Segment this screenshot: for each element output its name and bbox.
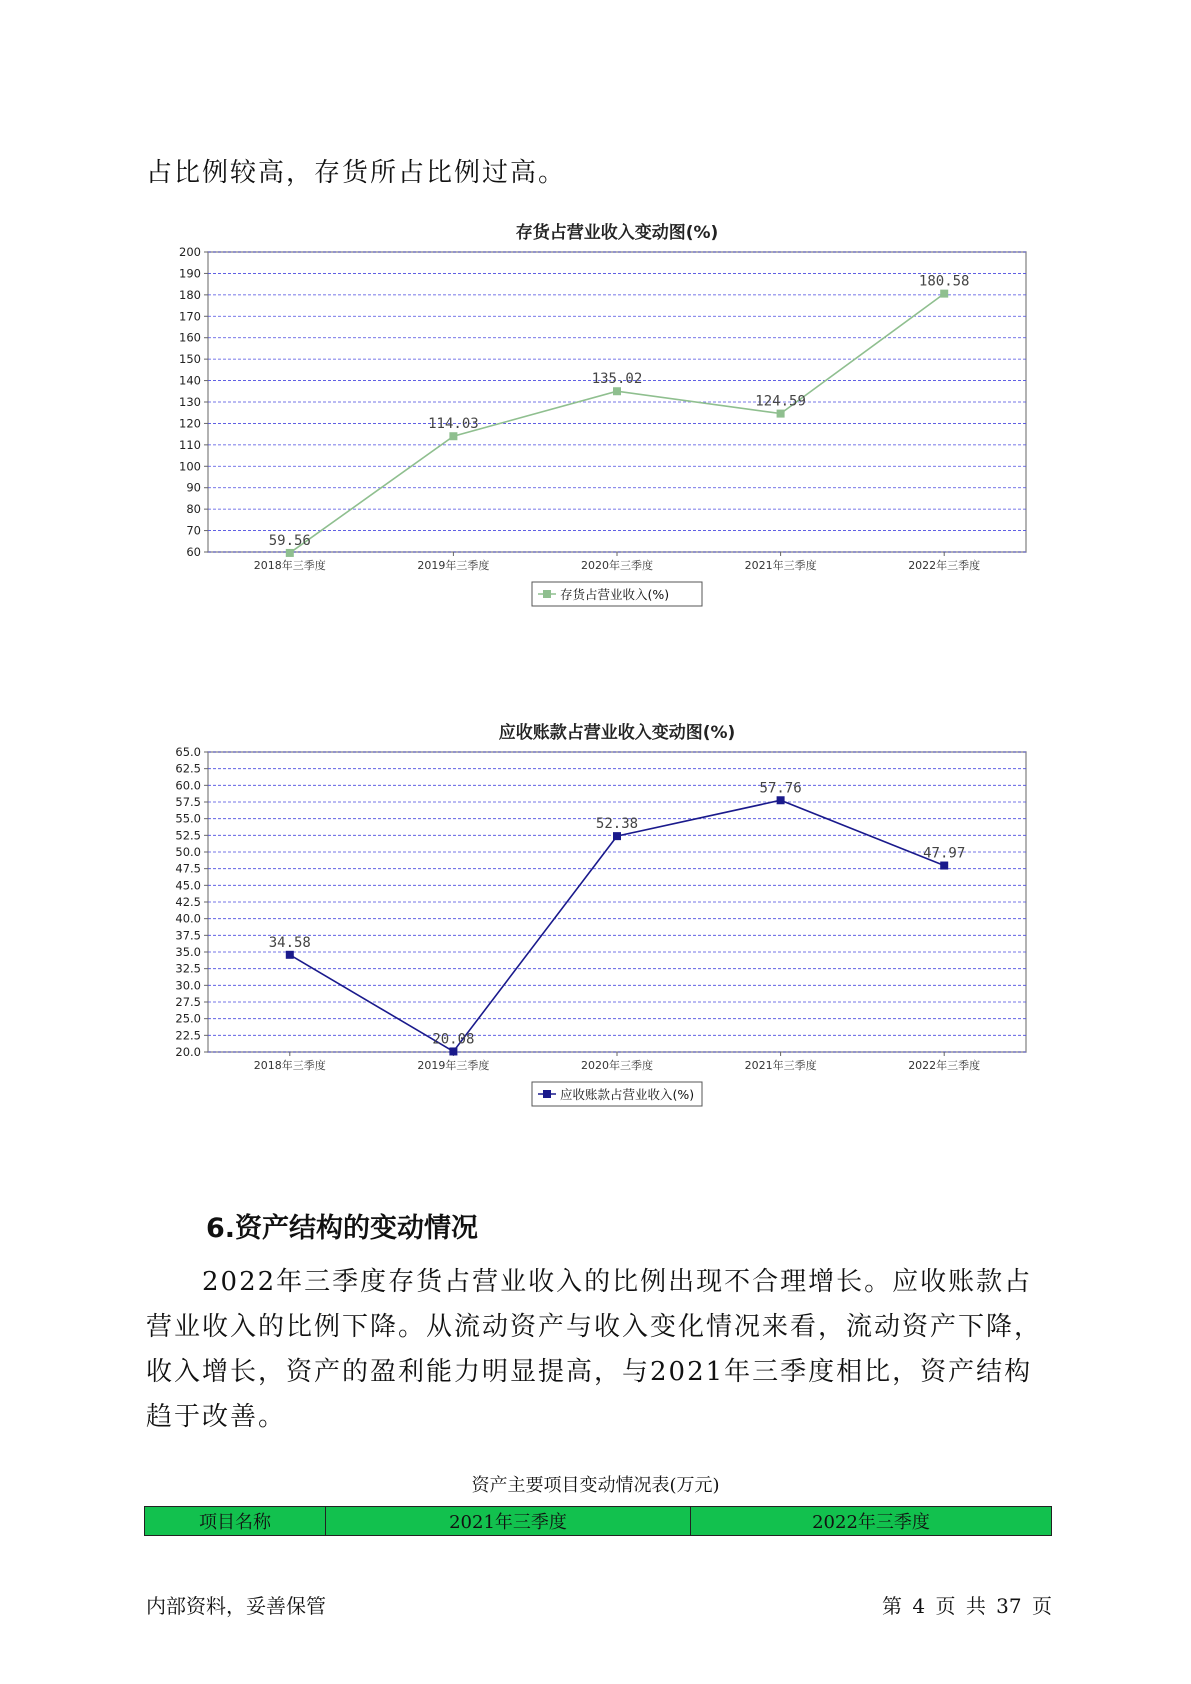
y-tick-label: 190 <box>179 266 201 281</box>
legend-label: 存货占营业收入(%) <box>560 587 670 602</box>
y-tick-label: 150 <box>179 352 201 367</box>
x-tick-label: 2020年三季度 <box>581 559 653 572</box>
data-label: 47.97 <box>923 845 966 862</box>
y-tick-label: 32.5 <box>175 961 201 976</box>
data-point <box>449 432 457 440</box>
y-tick-label: 130 <box>179 395 201 409</box>
y-tick-label: 25.0 <box>175 1011 201 1026</box>
y-tick-label: 170 <box>179 309 201 324</box>
x-tick-label: 2020年三季度 <box>581 1059 653 1072</box>
y-tick-label: 65.0 <box>175 745 201 759</box>
table-header-cell: 2022年三季度 <box>691 1507 1052 1536</box>
y-tick-label: 60 <box>186 545 201 559</box>
inventory-chart <box>146 222 1046 680</box>
y-tick-label: 27.5 <box>175 995 201 1009</box>
y-tick-label: 120 <box>179 416 201 431</box>
y-tick-label: 200 <box>179 245 201 259</box>
section-heading: 6.资产结构的变动情况 <box>206 1213 479 1244</box>
y-tick-label: 160 <box>179 330 201 345</box>
data-label: 34.58 <box>268 934 311 951</box>
y-tick-label: 47.5 <box>175 861 201 876</box>
footer-confidential-note: 内部资料，妥善保管 <box>146 1594 326 1618</box>
intro-paragraph: 占比例较高，存货所占比例过高。 <box>146 158 567 188</box>
chart-title: 应收账款占营业收入变动图(%) <box>498 723 736 743</box>
x-tick-label: 2022年三季度 <box>908 559 981 572</box>
table-header-cell: 项目名称 <box>145 1507 326 1536</box>
table-caption: 资产主要项目变动情况表(万元) <box>471 1475 720 1496</box>
asset-change-table <box>144 1506 1052 1536</box>
data-label: 52.38 <box>595 816 639 833</box>
chart-title: 存货占营业收入变动图(%) <box>515 223 719 243</box>
y-tick-label: 90 <box>186 480 201 495</box>
y-tick-label: 45.0 <box>175 878 201 893</box>
table-header-cell: 2021年三季度 <box>326 1507 691 1536</box>
y-tick-label: 40.0 <box>175 911 201 926</box>
y-tick-label: 80 <box>186 502 201 517</box>
data-label: 59.56 <box>268 532 311 549</box>
y-tick-label: 35.0 <box>175 945 201 959</box>
legend-label: 应收账款占营业收入(%) <box>560 1087 695 1102</box>
y-tick-label: 100 <box>179 459 201 474</box>
data-point <box>777 410 785 418</box>
data-point <box>613 832 621 840</box>
data-point <box>777 796 785 804</box>
x-tick-label: 2019年三季度 <box>417 1059 490 1072</box>
x-tick-label: 2019年三季度 <box>417 559 490 572</box>
data-point <box>940 290 948 298</box>
y-tick-label: 50.0 <box>175 845 201 859</box>
y-tick-label: 110 <box>179 437 201 452</box>
section-body-paragraph: 2022年三季度存货占营业收入的比例出现不合理增长。应收账款占营业收入的比例下降。从流动资产与收入变化情况来看，流动资产下降，收入增长，资产的盈利能力明显提高，与2021年三季度相比，资产结构趋于改善。 <box>146 1267 1043 1432</box>
y-tick-label: 55.0 <box>175 811 201 826</box>
x-tick-label: 2018年三季度 <box>253 1059 326 1072</box>
y-tick-label: 52.5 <box>175 828 201 843</box>
data-label: 180.58 <box>918 273 970 290</box>
y-tick-label: 180 <box>179 287 201 302</box>
y-tick-label: 22.5 <box>175 1028 201 1043</box>
data-label: 124.59 <box>755 393 806 410</box>
x-tick-label: 2022年三季度 <box>908 1059 981 1072</box>
x-tick-label: 2021年三季度 <box>744 1059 817 1072</box>
data-point <box>286 951 294 959</box>
y-tick-label: 42.5 <box>175 895 201 909</box>
receivables-chart <box>146 722 1046 1180</box>
data-point <box>286 549 294 557</box>
data-point <box>940 862 948 870</box>
legend-marker <box>543 1090 551 1098</box>
y-tick-label: 20.0 <box>175 1045 201 1059</box>
data-label: 20.08 <box>432 1031 475 1048</box>
y-tick-label: 57.5 <box>175 795 201 809</box>
data-label: 135.02 <box>591 371 643 388</box>
footer-page-number: 第 4 页 共 37 页 <box>882 1594 1052 1618</box>
data-label: 114.03 <box>428 416 479 433</box>
table-header-row <box>145 1507 1052 1536</box>
data-point <box>449 1047 457 1055</box>
data-point <box>613 387 621 395</box>
y-tick-label: 140 <box>179 373 201 388</box>
y-tick-label: 70 <box>186 523 201 538</box>
y-tick-label: 37.5 <box>175 928 201 943</box>
x-tick-label: 2018年三季度 <box>253 559 326 572</box>
y-tick-label: 30.0 <box>175 978 201 993</box>
legend-marker <box>543 590 551 598</box>
x-tick-label: 2021年三季度 <box>744 559 817 572</box>
y-tick-label: 60.0 <box>175 778 201 793</box>
y-tick-label: 62.5 <box>175 761 201 776</box>
data-label: 57.76 <box>759 780 802 797</box>
